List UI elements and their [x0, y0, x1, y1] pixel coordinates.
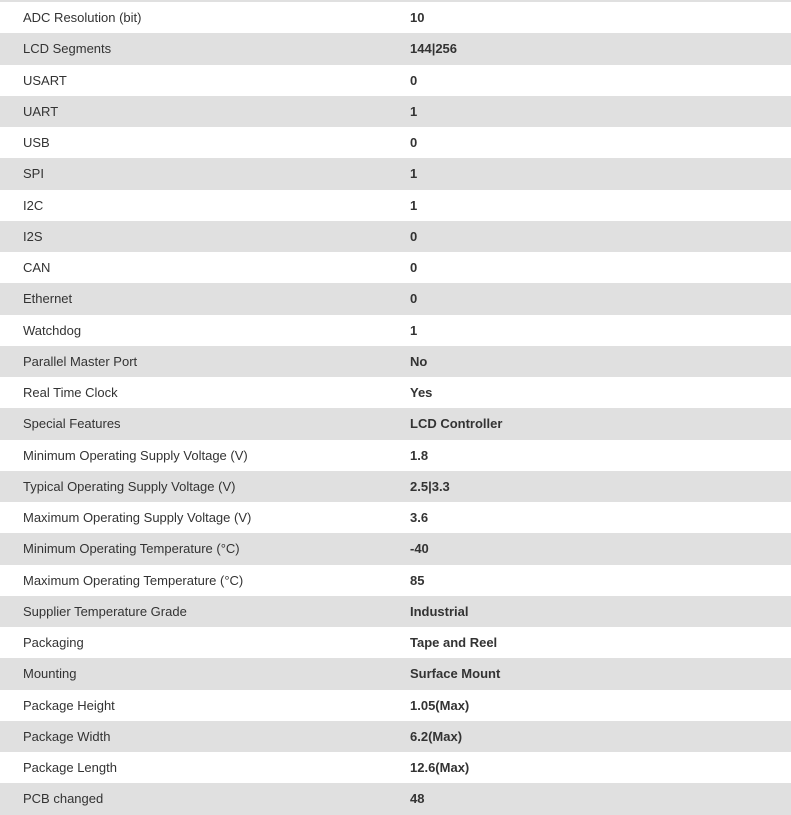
spec-value: No	[410, 346, 791, 377]
spec-label: Parallel Master Port	[0, 346, 410, 377]
spec-row	[0, 283, 791, 314]
spec-row	[0, 627, 791, 658]
spec-label: CAN	[0, 252, 410, 283]
spec-label: Package Height	[0, 690, 410, 721]
spec-label: Packaging	[0, 627, 410, 658]
spec-label: USB	[0, 127, 410, 158]
spec-row	[0, 221, 791, 252]
spec-label: Minimum Operating Temperature (°C)	[0, 533, 410, 564]
spec-row	[0, 752, 791, 783]
spec-row	[0, 440, 791, 471]
spec-value: 1	[410, 158, 791, 189]
spec-value: 144|256	[410, 33, 791, 64]
spec-row	[0, 721, 791, 752]
spec-value: 1.8	[410, 440, 791, 471]
spec-label: USART	[0, 65, 410, 96]
spec-value: Industrial	[410, 596, 791, 627]
spec-label: Mounting	[0, 658, 410, 689]
spec-row	[0, 190, 791, 221]
spec-value: 1	[410, 96, 791, 127]
spec-value: Tape and Reel	[410, 627, 791, 658]
spec-value: 0	[410, 252, 791, 283]
spec-row	[0, 2, 791, 33]
spec-row	[0, 315, 791, 346]
spec-row	[0, 565, 791, 596]
spec-row	[0, 471, 791, 502]
spec-value: 85	[410, 565, 791, 596]
spec-value: 6.2(Max)	[410, 721, 791, 752]
spec-label: Package Width	[0, 721, 410, 752]
spec-value: Yes	[410, 377, 791, 408]
spec-label: SPI	[0, 158, 410, 189]
spec-label: Special Features	[0, 408, 410, 439]
spec-value: 0	[410, 65, 791, 96]
spec-row	[0, 346, 791, 377]
spec-value: 1.05(Max)	[410, 690, 791, 721]
spec-row	[0, 533, 791, 564]
spec-value: 12.6(Max)	[410, 752, 791, 783]
spec-row	[0, 252, 791, 283]
spec-label: PCB changed	[0, 783, 410, 814]
spec-value: -40	[410, 533, 791, 564]
spec-row	[0, 783, 791, 814]
spec-label: Real Time Clock	[0, 377, 410, 408]
spec-row	[0, 690, 791, 721]
spec-label: Minimum Operating Supply Voltage (V)	[0, 440, 410, 471]
spec-row	[0, 96, 791, 127]
spec-value: 3.6	[410, 502, 791, 533]
spec-label: Watchdog	[0, 315, 410, 346]
spec-row	[0, 502, 791, 533]
spec-value: 0	[410, 127, 791, 158]
spec-label: Package Length	[0, 752, 410, 783]
spec-row	[0, 658, 791, 689]
spec-row	[0, 158, 791, 189]
spec-value: 10	[410, 2, 791, 33]
spec-value: 2.5|3.3	[410, 471, 791, 502]
spec-value: 1	[410, 190, 791, 221]
spec-row	[0, 596, 791, 627]
spec-label: Typical Operating Supply Voltage (V)	[0, 471, 410, 502]
spec-label: UART	[0, 96, 410, 127]
spec-value: 0	[410, 283, 791, 314]
spec-label: Maximum Operating Temperature (°C)	[0, 565, 410, 596]
spec-label: LCD Segments	[0, 33, 410, 64]
spec-value: LCD Controller	[410, 408, 791, 439]
spec-row	[0, 65, 791, 96]
spec-label: I2S	[0, 221, 410, 252]
spec-label: Ethernet	[0, 283, 410, 314]
spec-row	[0, 33, 791, 64]
spec-row	[0, 377, 791, 408]
spec-value: 1	[410, 315, 791, 346]
spec-label: ADC Resolution (bit)	[0, 2, 410, 33]
spec-value: 0	[410, 221, 791, 252]
spec-label: Maximum Operating Supply Voltage (V)	[0, 502, 410, 533]
spec-value: 48	[410, 783, 791, 814]
spec-value: Surface Mount	[410, 658, 791, 689]
spec-row	[0, 127, 791, 158]
spec-label: Supplier Temperature Grade	[0, 596, 410, 627]
spec-label: I2C	[0, 190, 410, 221]
spec-row	[0, 408, 791, 439]
